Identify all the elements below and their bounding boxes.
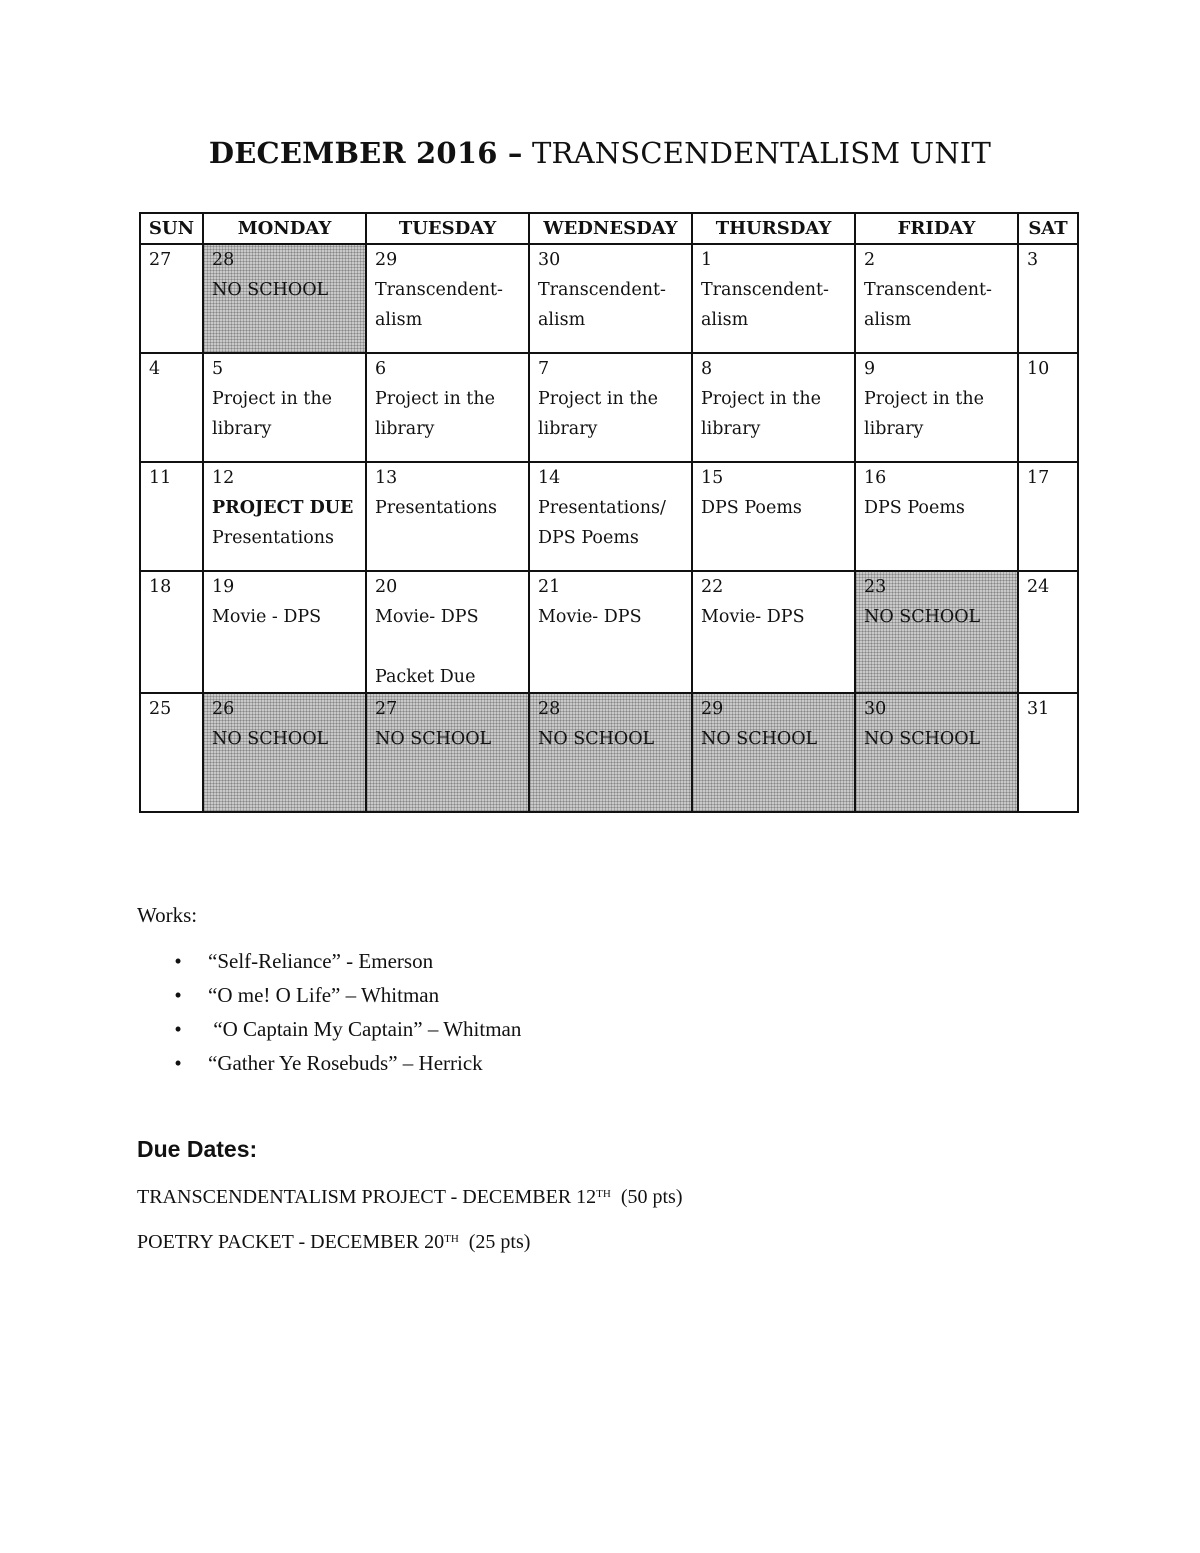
calendar-day-cell-sat [1018, 462, 1078, 571]
calendar-day-cell-sun [140, 462, 203, 571]
day-note: Project in the [701, 389, 821, 409]
day-number: 14 [538, 468, 561, 488]
day-content [141, 694, 202, 724]
day-note: NO SCHOOL [212, 729, 329, 749]
day-number: 24 [1027, 577, 1050, 597]
calendar-day-cell-sat [1018, 353, 1078, 462]
calendar-week-row [140, 353, 1078, 462]
day-note: alism [375, 310, 423, 330]
header-wednesday: WEDNESDAY [529, 213, 692, 244]
calendar-day-cell-tue [366, 693, 529, 812]
day-content [141, 572, 202, 602]
day-number: 30 [538, 250, 561, 270]
header-sun: SUN [140, 213, 203, 244]
title-rest: TRANSCENDENTALISM UNIT [522, 136, 992, 170]
calendar-day-cell-wed [529, 462, 692, 571]
day-note: Packet Due [375, 667, 476, 687]
day-number: 25 [149, 699, 172, 719]
day-number: 19 [212, 577, 235, 597]
works-list-item [172, 1012, 521, 1046]
day-content [530, 572, 691, 632]
day-number: 15 [701, 468, 724, 488]
day-content [693, 463, 854, 523]
day-number: 27 [149, 250, 172, 270]
day-content [1019, 354, 1077, 384]
day-number: 28 [538, 699, 561, 719]
day-content [204, 572, 365, 632]
calendar-day-cell-fri [855, 244, 1018, 353]
day-number: 31 [1027, 699, 1050, 719]
day-note: NO SCHOOL [538, 729, 655, 749]
day-number: 28 [212, 250, 235, 270]
day-content [141, 245, 202, 275]
calendar-week-row [140, 571, 1078, 693]
calendar-day-cell-thu [692, 353, 855, 462]
day-content [141, 463, 202, 493]
day-number: 29 [701, 699, 724, 719]
day-note: Project in the [864, 389, 984, 409]
day-note: NO SCHOOL [212, 280, 329, 300]
calendar-day-cell-thu [692, 462, 855, 571]
day-note: DPS Poems [864, 498, 965, 518]
calendar-day-cell-fri [855, 462, 1018, 571]
day-content [1019, 463, 1077, 493]
calendar-day-cell-thu [692, 244, 855, 353]
day-content [367, 463, 528, 523]
work-title: “Gather Ye Rosebuds” – Herrick [208, 1051, 483, 1075]
day-note: NO SCHOOL [864, 607, 981, 627]
calendar-day-cell-sun [140, 571, 203, 693]
day-number: 27 [375, 699, 398, 719]
day-note: Transcendent- [701, 280, 829, 300]
day-number: 6 [375, 359, 387, 379]
works-label: Works: [137, 903, 198, 927]
day-number: 1 [701, 250, 713, 270]
day-note: Transcendent- [538, 280, 666, 300]
day-content [204, 354, 365, 444]
day-note: Movie- DPS [701, 607, 805, 627]
day-content [204, 245, 365, 305]
title-bold: DECEMBER 2016 – [208, 136, 523, 170]
day-note: alism [864, 310, 912, 330]
calendar-week-row [140, 693, 1078, 812]
calendar-day-cell-fri [855, 571, 1018, 693]
calendar-day-cell-tue [366, 462, 529, 571]
due-date-points: (25 pts) [458, 1231, 531, 1253]
day-content [1019, 245, 1077, 275]
calendar-day-cell-mon [203, 462, 366, 571]
calendar-day-cell-wed [529, 571, 692, 693]
day-content [856, 694, 1017, 754]
due-date-text: POETRY PACKET - DECEMBER 20 [137, 1231, 445, 1253]
bullet-icon: • [174, 1051, 182, 1075]
day-content [530, 694, 691, 754]
day-note: Movie - DPS [212, 607, 322, 627]
due-date-text: TRANSCENDENTALISM PROJECT - DECEMBER 12 [137, 1186, 597, 1208]
header-sat: SAT [1018, 213, 1078, 244]
day-note: Transcendent- [864, 280, 992, 300]
day-note: library [538, 419, 598, 439]
day-number: 22 [701, 577, 724, 597]
day-content [856, 572, 1017, 632]
day-note: NO SCHOOL [701, 729, 818, 749]
day-number: 16 [864, 468, 887, 488]
calendar-day-cell-fri [855, 353, 1018, 462]
day-note [375, 632, 522, 662]
due-date-suffix: TH [444, 1233, 459, 1245]
day-number: 7 [538, 359, 550, 379]
day-note: Presentations [212, 528, 334, 548]
day-number: 4 [149, 359, 161, 379]
calendar-week-row [140, 462, 1078, 571]
calendar-day-cell-sun [140, 353, 203, 462]
day-content [141, 354, 202, 384]
day-content [1019, 572, 1077, 602]
day-note: alism [701, 310, 749, 330]
works-list-item [172, 1046, 521, 1080]
day-content [693, 245, 854, 335]
day-number: 29 [375, 250, 398, 270]
calendar-day-cell-wed [529, 693, 692, 812]
day-number: 9 [864, 359, 876, 379]
work-title: “O me! O Life” – Whitman [208, 983, 440, 1007]
calendar-day-cell-sat [1018, 693, 1078, 812]
day-content [693, 694, 854, 754]
day-content [693, 354, 854, 444]
header-monday: MONDAY [203, 213, 366, 244]
work-title: “Self-Reliance” - Emerson [208, 949, 434, 973]
day-number: 17 [1027, 468, 1050, 488]
day-number: 13 [375, 468, 398, 488]
day-note: Transcendent- [375, 280, 503, 300]
day-content [693, 572, 854, 632]
day-content [856, 245, 1017, 335]
day-number: 21 [538, 577, 561, 597]
day-note: NO SCHOOL [375, 729, 492, 749]
day-note: Movie- DPS [375, 607, 479, 627]
day-content [367, 572, 528, 692]
day-note: PROJECT DUE [212, 498, 354, 518]
calendar-day-cell-mon [203, 693, 366, 812]
calendar-day-cell-tue [366, 244, 529, 353]
day-content [367, 245, 528, 335]
day-note: Presentations/ [538, 498, 666, 518]
calendar-day-cell-sat [1018, 244, 1078, 353]
calendar-day-cell-sun [140, 693, 203, 812]
day-note: DPS Poems [538, 528, 639, 548]
day-content [530, 245, 691, 335]
calendar-day-cell-sat [1018, 571, 1078, 693]
day-content [856, 354, 1017, 444]
calendar-header-row [140, 213, 1078, 244]
works-list [172, 944, 521, 1080]
day-note: alism [538, 310, 586, 330]
day-content [530, 354, 691, 444]
calendar-day-cell-mon [203, 353, 366, 462]
day-note: DPS Poems [701, 498, 802, 518]
header-thursday: THURSDAY [692, 213, 855, 244]
works-list-item [172, 944, 521, 978]
day-number: 5 [212, 359, 224, 379]
works-list-item [172, 978, 521, 1012]
due-date-packet [137, 1231, 530, 1254]
due-date-points: (50 pts) [610, 1186, 683, 1208]
work-title: “O Captain My Captain” – Whitman [208, 1017, 522, 1041]
day-note: NO SCHOOL [864, 729, 981, 749]
bullet-icon: • [174, 949, 182, 973]
day-number: 18 [149, 577, 172, 597]
day-number: 26 [212, 699, 235, 719]
calendar-day-cell-wed [529, 244, 692, 353]
page-title [0, 136, 1200, 170]
calendar-day-cell-tue [366, 353, 529, 462]
calendar-day-cell-tue [366, 571, 529, 693]
day-note: Project in the [212, 389, 332, 409]
header-tuesday: TUESDAY [366, 213, 529, 244]
day-note: library [212, 419, 272, 439]
calendar-day-cell-thu [692, 693, 855, 812]
day-note: Movie- DPS [538, 607, 642, 627]
day-number: 30 [864, 699, 887, 719]
calendar-week-row [140, 244, 1078, 353]
day-content [1019, 694, 1077, 724]
day-number: 23 [864, 577, 887, 597]
calendar-day-cell-mon [203, 244, 366, 353]
calendar-table [139, 212, 1079, 813]
calendar-day-cell-sun [140, 244, 203, 353]
calendar-day-cell-mon [203, 571, 366, 693]
header-friday: FRIDAY [855, 213, 1018, 244]
day-note: Project in the [538, 389, 658, 409]
calendar-day-cell-fri [855, 693, 1018, 812]
bullet-icon: • [174, 1017, 182, 1041]
calendar-day-cell-wed [529, 353, 692, 462]
day-number: 10 [1027, 359, 1050, 379]
day-content [204, 694, 365, 754]
day-number: 3 [1027, 250, 1039, 270]
day-number: 20 [375, 577, 398, 597]
bullet-icon: • [174, 983, 182, 1007]
day-note: library [375, 419, 435, 439]
calendar-day-cell-thu [692, 571, 855, 693]
day-number: 2 [864, 250, 876, 270]
day-number: 12 [212, 468, 235, 488]
day-content [367, 354, 528, 444]
day-note: library [864, 419, 924, 439]
day-content [530, 463, 691, 553]
calendar-body [140, 244, 1078, 812]
day-content [204, 463, 365, 553]
due-date-project [137, 1186, 683, 1209]
day-note: Presentations [375, 498, 497, 518]
day-number: 8 [701, 359, 713, 379]
due-date-suffix: TH [596, 1188, 611, 1200]
day-note: Project in the [375, 389, 495, 409]
day-note: library [701, 419, 761, 439]
due-dates-heading: Due Dates: [137, 1136, 258, 1162]
day-number: 11 [149, 468, 172, 488]
day-content [367, 694, 528, 754]
day-content [856, 463, 1017, 523]
